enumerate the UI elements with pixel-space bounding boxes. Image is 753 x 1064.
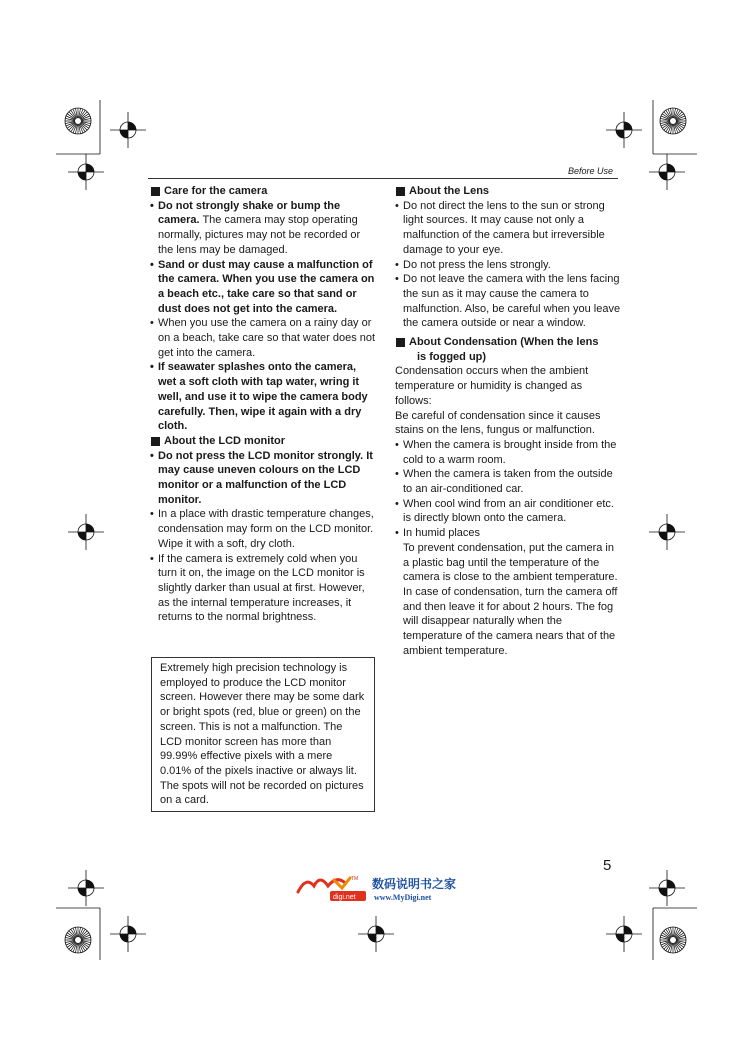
list-item: • Do not press the LCD monitor strongly. It may cause uneven colours on the LCD monitor or a malfunction of the LCD monitor. [150,449,373,506]
header-rule [148,178,618,179]
section-heading-condensation: About Condensation (When the lens is fogged up) [395,335,621,364]
list-item: • When you use the camera on a rainy day or on a beach, take care so that water does not get into the camera. [150,317,376,359]
section-heading-lens: About the Lens [395,184,621,199]
list-item: • If seawater splashes onto the camera, wet a soft cloth with tap water, wring it well, and use it to wipe the camera body carefully. Then, wipe it again with a dry cloth. [150,361,368,433]
list-item: • Do not leave the camera with the lens facing the sun as it may cause the camera to malfunction. Also, be careful when you leave the camera outside or near a window. [395,273,621,330]
mydigi-logo-mark [296,872,466,904]
section-heading-care: Care for the camera [150,184,376,199]
list-item: • In a place with drastic temperature changes, condensation may form on the LCD monitor. Wipe it with a soft, dry cloth. [150,508,374,550]
list-item: • Sand or dust may cause a malfunction of the camera. When you use the camera on a beach etc., take care so that sand or dust does not get into the camera. [150,258,375,315]
left-column [150,184,376,625]
page-number: 5 [603,857,612,874]
list-item: • Do not press the lens strongly. [395,258,551,271]
section-heading-lcd: About the LCD monitor [150,434,376,449]
running-header: Before Use [568,166,614,176]
condensation-intro: Condensation occurs when the ambient temperature or humidity is changed as follows: [395,365,589,407]
list-item: • Do not strongly shake or bump the camera. The camera may stop operating normally, pictures may not be recorded or the lens may be damaged. [150,199,361,256]
list-item: • When the camera is brought inside from the cold to a warm room. [395,438,617,466]
list-item: • Do not direct the lens to the sun or strong light sources. It may cause not only a malfunction of the camera but irreversible damage to your eye. [395,199,605,256]
condensation-caution: Be careful of condensation since it causes stains on the lens, fungus or malfunction. [395,409,601,437]
list-item: • When cool wind from an air conditioner etc. is directly blown onto the camera. [395,497,614,525]
square-bullet-icon [151,187,160,196]
lcd-note-box: Extremely high precision technology is employed to produce the LCD monitor screen. However there may be some dark or bright spots (red, blue or green) on the screen. This is not a malfunction. The LCD monitor screen has more than 99.99% effective pixels with a mere 0.01% of the pixels inactive or always lit. The spots will not be recorded on pictures on a card. [151,657,375,812]
mydigi-logo [296,872,466,909]
list-item: • In humid places [395,527,481,540]
trademark-label: TM [351,876,359,882]
square-bullet-icon [396,338,405,347]
square-bullet-icon [151,437,160,446]
list-item: • If the camera is extremely cold when you turn it on, the image on the LCD monitor is slightly darker than usual at first. However, as the internal temperature increases, it returns to the normal brightness. [150,552,365,624]
list-item: • When the camera is taken from the outside to an air-conditioned car. [395,468,613,496]
site-url: www.MyDigi.net [374,893,432,902]
right-column [395,184,621,659]
site-name-chinese: 数码说明书之家 [372,877,457,891]
net-badge: digi.net [333,894,356,901]
list-item-detail: To prevent condensation, put the camera in a plastic bag until the temperature of the camera is close to the ambient temperature. In case of condensation, turn the camera off and then leave it for about 2 hours. The fog will disappear naturally when the temperature of the camera nears that of the ambient temperature. [403,541,618,657]
square-bullet-icon [396,187,405,196]
